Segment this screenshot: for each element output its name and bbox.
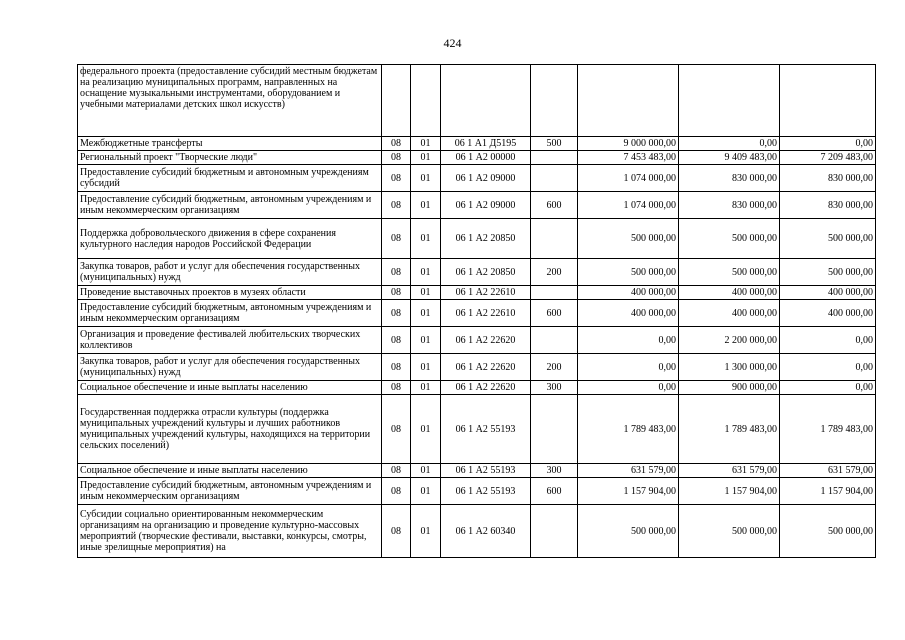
subsection-code: 01	[411, 300, 441, 327]
expense-type-code: 200	[531, 354, 578, 381]
amount-year-3: 0,00	[780, 381, 876, 395]
expense-type-code: 600	[531, 192, 578, 219]
amount-year-1: 500 000,00	[578, 259, 679, 286]
table-row	[78, 505, 876, 558]
amount-year-2: 500 000,00	[679, 219, 780, 259]
amount-year-1: 500 000,00	[578, 505, 679, 558]
target-article-code: 06 1 А2 55193	[441, 478, 531, 505]
amount-year-3: 0,00	[780, 354, 876, 381]
target-article-code: 06 1 А2 20850	[441, 259, 531, 286]
section-code: 08	[382, 137, 411, 151]
amount-year-1: 631 579,00	[578, 464, 679, 478]
subsection-code: 01	[411, 381, 441, 395]
item-name: Проведение выставочных проектов в музеях области	[78, 286, 382, 300]
expense-type-code	[531, 65, 578, 137]
amount-year-1: 1 074 000,00	[578, 192, 679, 219]
item-name: Государственная поддержка отрасли культуры (поддержка муниципальных учреждений культуры и лучших работников муниципальных учреждений культуры, находящихся на территории сельских поселений)	[78, 395, 382, 464]
amount-year-3: 1 157 904,00	[780, 478, 876, 505]
section-code: 08	[382, 354, 411, 381]
target-article-code: 06 1 А2 22620	[441, 327, 531, 354]
amount-year-1: 9 000 000,00	[578, 137, 679, 151]
amount-year-2: 2 200 000,00	[679, 327, 780, 354]
target-article-code: 06 1 А2 09000	[441, 192, 531, 219]
subsection-code: 01	[411, 354, 441, 381]
expense-type-code	[531, 395, 578, 464]
table-row	[78, 151, 876, 165]
item-name: Закупка товаров, работ и услуг для обеспечения государственных (муниципальных) нужд	[78, 259, 382, 286]
amount-year-3: 631 579,00	[780, 464, 876, 478]
section-code: 08	[382, 165, 411, 192]
amount-year-1: 400 000,00	[578, 300, 679, 327]
item-name: Межбюджетные трансферты	[78, 137, 382, 151]
item-name: Предоставление субсидий бюджетным, автономным учреждениям и иным некоммерческим организациям	[78, 478, 382, 505]
amount-year-2: 900 000,00	[679, 381, 780, 395]
section-code: 08	[382, 381, 411, 395]
item-name: Организация и проведение фестивалей любительских творческих коллективов	[78, 327, 382, 354]
section-code: 08	[382, 327, 411, 354]
table-row	[78, 286, 876, 300]
subsection-code: 01	[411, 505, 441, 558]
subsection-code: 01	[411, 259, 441, 286]
target-article-code: 06 1 А2 22620	[441, 354, 531, 381]
table-row	[78, 65, 876, 137]
item-name: Социальное обеспечение и иные выплаты населению	[78, 381, 382, 395]
amount-year-1: 500 000,00	[578, 219, 679, 259]
expense-type-code	[531, 505, 578, 558]
amount-year-2: 830 000,00	[679, 192, 780, 219]
table-row	[78, 219, 876, 259]
expense-type-code	[531, 151, 578, 165]
table-row	[78, 327, 876, 354]
subsection-code: 01	[411, 165, 441, 192]
expense-type-code	[531, 327, 578, 354]
section-code: 08	[382, 151, 411, 165]
amount-year-2: 1 789 483,00	[679, 395, 780, 464]
amount-year-3: 500 000,00	[780, 259, 876, 286]
table-row	[78, 464, 876, 478]
item-name: Региональный проект "Творческие люди"	[78, 151, 382, 165]
target-article-code: 06 1 А2 22610	[441, 286, 531, 300]
table-row	[78, 300, 876, 327]
subsection-code: 01	[411, 327, 441, 354]
expense-type-code: 300	[531, 464, 578, 478]
section-code: 08	[382, 505, 411, 558]
amount-year-3: 0,00	[780, 137, 876, 151]
amount-year-2	[679, 65, 780, 137]
amount-year-2: 400 000,00	[679, 300, 780, 327]
amount-year-2: 400 000,00	[679, 286, 780, 300]
target-article-code: 06 1 А2 60340	[441, 505, 531, 558]
expense-type-code: 300	[531, 381, 578, 395]
amount-year-2: 0,00	[679, 137, 780, 151]
amount-year-2: 500 000,00	[679, 259, 780, 286]
item-name: Субсидии социально ориентированным некоммерческим организациям на организацию и проведение культурно-массовых мероприятий (творческие фестивали, выставки, конкурсы, смотры, иные зрелищные мероприятия) на	[78, 505, 382, 558]
subsection-code: 01	[411, 219, 441, 259]
item-name: федерального проекта (предоставление субсидий местным бюджетам на реализацию муниципальных программ, направленных на оснащение музыкальными инструментами, оборудованием и учебными материалами детских школ искусств)	[78, 65, 382, 137]
amount-year-3: 830 000,00	[780, 192, 876, 219]
subsection-code: 01	[411, 395, 441, 464]
expense-type-code: 600	[531, 478, 578, 505]
section-code: 08	[382, 464, 411, 478]
table-row	[78, 381, 876, 395]
section-code: 08	[382, 395, 411, 464]
expense-type-code	[531, 286, 578, 300]
amount-year-2: 1 300 000,00	[679, 354, 780, 381]
section-code: 08	[382, 259, 411, 286]
amount-year-2: 1 157 904,00	[679, 478, 780, 505]
amount-year-1: 400 000,00	[578, 286, 679, 300]
expense-type-code: 500	[531, 137, 578, 151]
amount-year-3: 7 209 483,00	[780, 151, 876, 165]
amount-year-3: 400 000,00	[780, 286, 876, 300]
target-article-code: 06 1 А2 22620	[441, 381, 531, 395]
item-name: Предоставление субсидий бюджетным, автономным учреждениям и иным некоммерческим организациям	[78, 192, 382, 219]
subsection-code: 01	[411, 478, 441, 505]
target-article-code: 06 1 А2 00000	[441, 151, 531, 165]
section-code: 08	[382, 300, 411, 327]
target-article-code: 06 1 А2 55193	[441, 395, 531, 464]
amount-year-1: 0,00	[578, 381, 679, 395]
target-article-code: 06 1 А2 09000	[441, 165, 531, 192]
target-article-code	[441, 65, 531, 137]
subsection-code: 01	[411, 151, 441, 165]
section-code: 08	[382, 286, 411, 300]
table-row	[78, 165, 876, 192]
table-row	[78, 395, 876, 464]
page-number: 424	[443, 36, 462, 50]
amount-year-1: 1 074 000,00	[578, 165, 679, 192]
section-code: 08	[382, 192, 411, 219]
subsection-code: 01	[411, 286, 441, 300]
target-article-code: 06 1 А2 22610	[441, 300, 531, 327]
amount-year-1: 7 453 483,00	[578, 151, 679, 165]
amount-year-1	[578, 65, 679, 137]
amount-year-3: 0,00	[780, 327, 876, 354]
item-name: Закупка товаров, работ и услуг для обеспечения государственных (муниципальных) нужд	[78, 354, 382, 381]
subsection-code: 01	[411, 137, 441, 151]
expense-type-code: 200	[531, 259, 578, 286]
amount-year-1: 1 789 483,00	[578, 395, 679, 464]
subsection-code: 01	[411, 192, 441, 219]
table-row	[78, 192, 876, 219]
section-code	[382, 65, 411, 137]
table-row	[78, 478, 876, 505]
amount-year-2: 500 000,00	[679, 505, 780, 558]
subsection-code	[411, 65, 441, 137]
item-name: Предоставление субсидий бюджетным, автономным учреждениям и иным некоммерческим организациям	[78, 300, 382, 327]
expense-type-code	[531, 165, 578, 192]
amount-year-3: 500 000,00	[780, 219, 876, 259]
subsection-code: 01	[411, 464, 441, 478]
amount-year-1: 0,00	[578, 354, 679, 381]
amount-year-3	[780, 65, 876, 137]
target-article-code: 06 1 А2 55193	[441, 464, 531, 478]
amount-year-2: 830 000,00	[679, 165, 780, 192]
budget-table	[77, 64, 876, 558]
amount-year-3: 400 000,00	[780, 300, 876, 327]
table-row	[78, 137, 876, 151]
item-name: Предоставление субсидий бюджетным и автономным учреждениям субсидий	[78, 165, 382, 192]
expense-type-code	[531, 219, 578, 259]
item-name: Поддержка добровольческого движения в сфере сохранения культурного наследия народов Российской Федерации	[78, 219, 382, 259]
table-body	[78, 65, 876, 558]
section-code: 08	[382, 219, 411, 259]
amount-year-3: 1 789 483,00	[780, 395, 876, 464]
amount-year-2: 631 579,00	[679, 464, 780, 478]
item-name: Социальное обеспечение и иные выплаты населению	[78, 464, 382, 478]
amount-year-1: 1 157 904,00	[578, 478, 679, 505]
target-article-code: 06 1 А2 20850	[441, 219, 531, 259]
amount-year-2: 9 409 483,00	[679, 151, 780, 165]
amount-year-3: 830 000,00	[780, 165, 876, 192]
amount-year-1: 0,00	[578, 327, 679, 354]
amount-year-3: 500 000,00	[780, 505, 876, 558]
table-row	[78, 259, 876, 286]
section-code: 08	[382, 478, 411, 505]
expense-type-code: 600	[531, 300, 578, 327]
target-article-code: 06 1 А1 Д5195	[441, 137, 531, 151]
table-row	[78, 354, 876, 381]
